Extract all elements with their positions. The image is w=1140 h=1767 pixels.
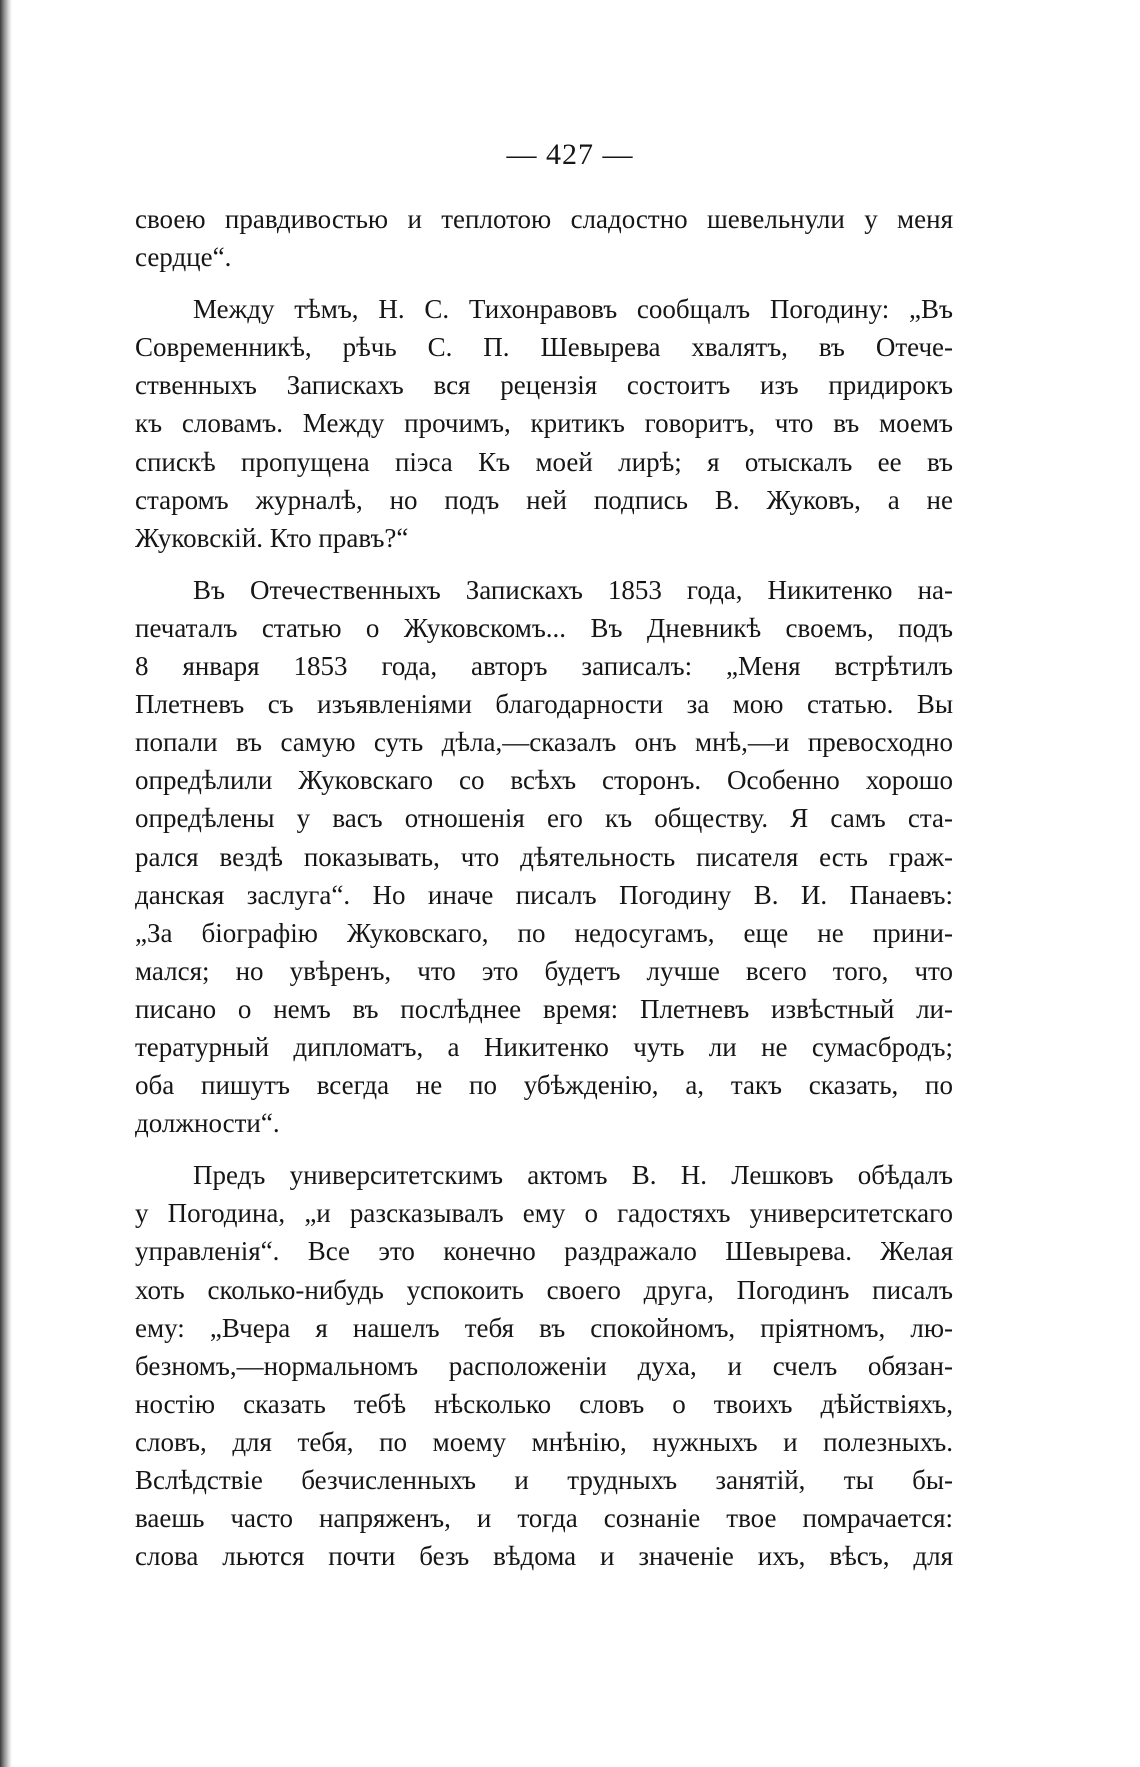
scan-edge [0, 0, 12, 1767]
text-line: тературный дипломатъ, а Никитенко чуть ли не сумасбродъ; [135, 1031, 953, 1062]
text-line: къ словамъ. Между прочимъ, критикъ говоритъ, что въ моемъ [135, 408, 953, 439]
text-line: Современникѣ, рѣчь С. П. Шевырева хвалятъ, въ Отече- [135, 332, 953, 363]
text-line: словъ, для тебя, по моему мнѣнію, нужныхъ и полезныхъ. [135, 1426, 953, 1457]
text-line: Жуковскій. Кто правъ?“ [135, 522, 409, 553]
text-line: ственныхъ Запискахъ вся рецензія состоитъ изъ придирокъ [135, 370, 953, 401]
text-line: писано о немъ въ послѣднее время: Плетневъ извѣстный ли- [135, 993, 953, 1024]
text-line: Вслѣдствіе безчисленныхъ и трудныхъ занятій, ты бы- [135, 1465, 953, 1495]
text-line: ему: „Вчера я нашелъ тебя въ спокойномъ, пріятномъ, лю- [135, 1312, 953, 1343]
text-line: Плетневъ съ изъявленіями благодарности за мою статью. Вы [135, 689, 953, 720]
text-line: оба пишутъ всегда не по убѣжденію, а, такъ сказать, по [135, 1070, 953, 1101]
text-line: безномъ,—нормальномъ расположеніи духа, и счелъ обязан- [135, 1350, 953, 1381]
text-line: мался; но увѣренъ, что это будетъ лучше всего того, что [135, 955, 953, 986]
text-line: хоть сколько-нибудь успокоить своего друга, Погодинъ писалъ [135, 1274, 953, 1305]
text-line: должности“. [135, 1108, 280, 1139]
text-line: своею правдивостью и теплотою сладостно шевельнули у меня [135, 204, 953, 234]
text-line: сердце“. [135, 242, 232, 273]
paragraph-gap [135, 276, 953, 290]
text-line: данская заслуга“. Но иначе писалъ Погодину В. И. Панаевъ: [135, 879, 953, 910]
text-line: ностію сказать тебѣ нѣсколько словъ о твоихъ дѣйствіяхъ, [135, 1388, 953, 1419]
text-line: у Погодина, „и разсказывалъ ему о гадостяхъ университетскаго [135, 1198, 953, 1229]
text-line: спискѣ пропущена піэса Къ моей лирѣ; я отыскалъ ее въ [135, 446, 953, 477]
text-line: старомъ журналѣ, но подъ ней подпись В. Жуковъ, а не [135, 484, 953, 515]
text-line: 8 января 1853 года, авторъ записалъ: „Меня встрѣтилъ [135, 651, 953, 682]
text-line: попали въ самую суть дѣла,—сказалъ онъ мнѣ,—и превосходно [135, 727, 953, 758]
text-line: Въ Отечественныхъ Запискахъ 1853 года, Никитенко на- [193, 574, 953, 605]
text-line: Предъ университетскимъ актомъ В. Н. Лешковъ обѣдалъ [193, 1160, 953, 1191]
text-line: „За біографію Жуковскаго, по недосугамъ, еще не прини- [135, 917, 953, 948]
page-number: — 427 — [506, 138, 634, 171]
text-line: управленія“. Все это конечно раздражало Шевырева. Желая [135, 1236, 953, 1267]
text-line: ваешь часто напряженъ, и тогда сознаніе твое помрачается: [135, 1503, 953, 1534]
paragraph-gap [135, 1142, 953, 1156]
text-line: опредѣлены у васъ отношенія его къ обществу. Я самъ ста- [135, 803, 953, 834]
text-line: Между тѣмъ, Н. С. Тихонравовъ сообщалъ Погодину: „Въ [193, 294, 953, 325]
text-line: опредѣлили Жуковскаго со всѣхъ сторонъ. Особенно хорошо [135, 765, 953, 796]
text-line: слова льются почти безъ вѣдома и значеніе ихъ, вѣсъ, для [135, 1541, 953, 1572]
paragraph-gap [135, 557, 953, 571]
text-line: рался вездѣ показывать, что дѣятельность писателя есть граж- [135, 841, 953, 872]
text-line: печаталъ статью о Жуковскомъ... Въ Дневникѣ своемъ, подъ [135, 612, 953, 643]
body-text [135, 200, 953, 1575]
